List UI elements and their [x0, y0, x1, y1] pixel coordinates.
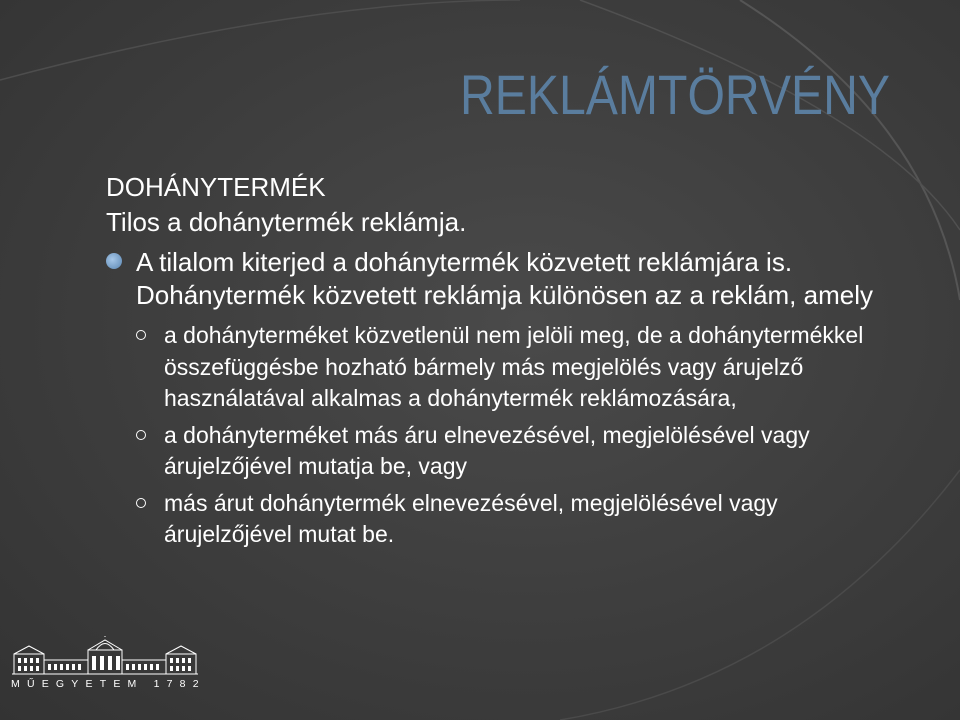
circle-bullet-icon — [136, 430, 146, 440]
circle-bullet-icon — [136, 330, 146, 340]
section-heading: DOHÁNYTERMÉK — [106, 172, 326, 202]
slide-title: REKLÁMTÖRVÉNY — [460, 63, 890, 126]
sub-bullet-item — [136, 320, 906, 415]
sub-bullet-item — [136, 488, 906, 551]
circle-bullet-icon — [136, 498, 146, 508]
slide-body — [106, 170, 906, 556]
logo-caption: MŰEGYETEM 1782 — [11, 678, 206, 690]
bullet-dot-icon — [106, 253, 122, 269]
sub-bullet-text: a dohányterméket közvetlenül nem jelöli meg, de a dohánytermékkel összefüggésbe hozható bármely más megjelölés vagy árujelző használatával alkalmas a dohánytermék reklámozására, — [164, 322, 864, 411]
sub-bullet-text: más árut dohánytermék elnevezésével, megjelölésével vagy árujelzőjével mutat be. — [164, 489, 778, 547]
sub-bullet-item — [136, 420, 906, 483]
bullet-text: A tilalom kiterjed a dohánytermék közvetett reklámjára is. Dohánytermék közvetett reklámja különösen az a reklám, amely — [136, 247, 873, 310]
bullet-item — [106, 246, 906, 312]
lead-text: Tilos a dohánytermék reklámja. — [106, 207, 467, 237]
sub-bullet-text: a dohányterméket más áru elnevezésével, megjelölésével vagy árujelzőjével mutatja be, vagy — [164, 421, 810, 479]
sub-bullet-list — [136, 320, 906, 551]
